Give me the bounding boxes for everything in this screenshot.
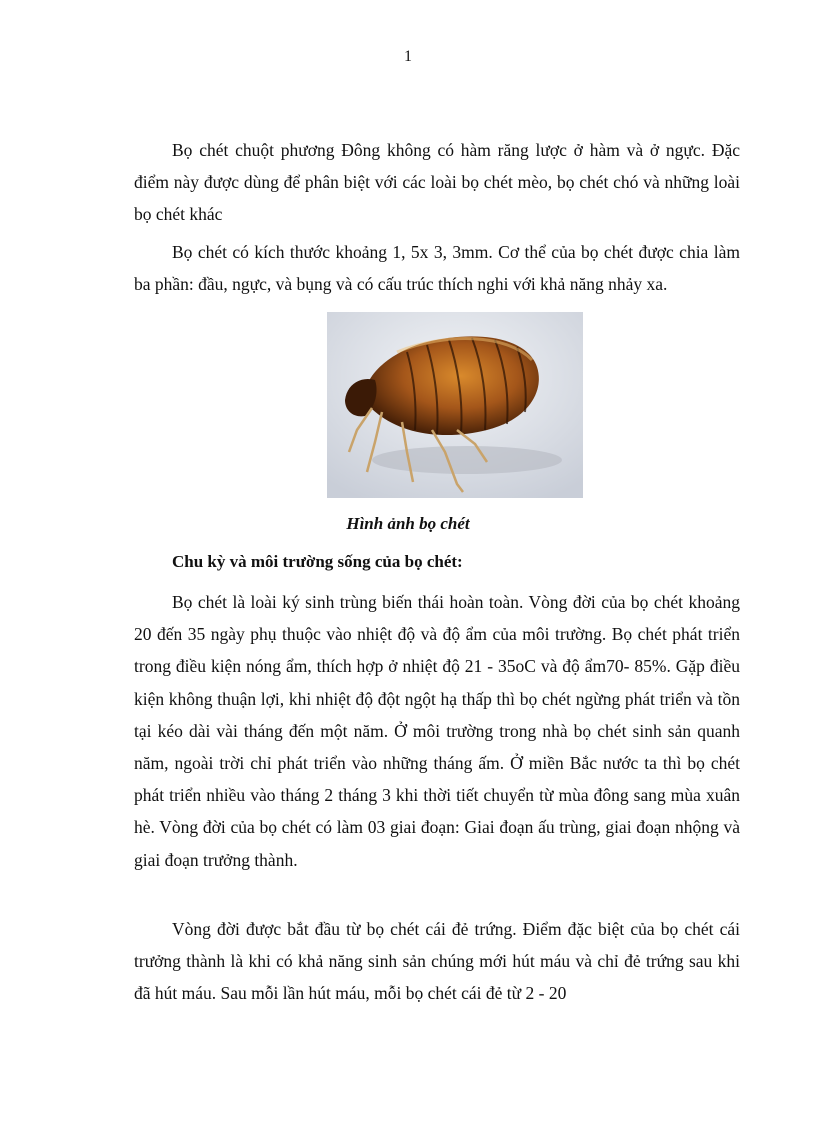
flea-illustration bbox=[327, 312, 583, 498]
paragraph-oriental-rat-flea: Bọ chét chuột phương Đông không có hàm răng lược ở hàm và ở ngực. Đặc điểm này được dùng để phân biệt với các loài bọ chét mèo, bọ chét chó và những loài bọ chét khác bbox=[134, 140, 740, 224]
section-heading: Chu kỳ và môi trường sống của bọ chét: bbox=[172, 552, 463, 571]
flea-photo bbox=[327, 312, 583, 498]
paragraph-life-cycle: Bọ chét là loài ký sinh trùng biến thái hoàn toàn. Vòng đời của bọ chét khoảng 20 đến 35 ngày phụ thuộc vào nhiệt độ và độ ẩm của môi trường. Bọ chét phát triển trong điều kiện nóng ẩm, thích hợp ở nhiệt độ 21 - 35oC và độ ẩm70- 85%. Gặp điều kiện không thuận lợi, khi nhiệt độ đột ngột hạ thấp thì bọ chét ngừng phát triển và tồn tại kéo dài vài tháng đến một năm. Ở môi trường trong nhà bọ chét sinh sản quanh năm, ngoài trời chỉ phát triển vào những tháng ấm. Ở miền Bắc nước ta thì bọ chét phát triển nhiều vào tháng 2 tháng 3 khi thời tiết chuyển từ mùa đông sang mùa xuân hè. Vòng đời của bọ chét có làm 03 giai đoạn: Giai đoạn ấu trùng, giai đoạn nhộng và giai đoạn trưởng thành. bbox=[134, 592, 740, 870]
paragraph-egg-laying: Vòng đời được bắt đầu từ bọ chét cái đẻ trứng. Điểm đặc biệt của bọ chét cái trưởng thành là khi có khả năng sinh sản chúng mới hút máu và chỉ đẻ trứng sau khi đã hút máu. Sau mỗi lần hút máu, mỗi bọ chét cái đẻ từ 2 - 20 bbox=[134, 919, 740, 1003]
figure-caption: Hình ảnh bọ chét bbox=[346, 514, 470, 533]
paragraph-flea-size: Bọ chét có kích thước khoảng 1, 5x 3, 3mm. Cơ thể của bọ chét được chia làm ba phần: đầu, ngực, và bụng và có cấu trúc thích nghi với khả năng nhảy xa. bbox=[134, 242, 740, 294]
page-number: 1 bbox=[404, 48, 412, 65]
